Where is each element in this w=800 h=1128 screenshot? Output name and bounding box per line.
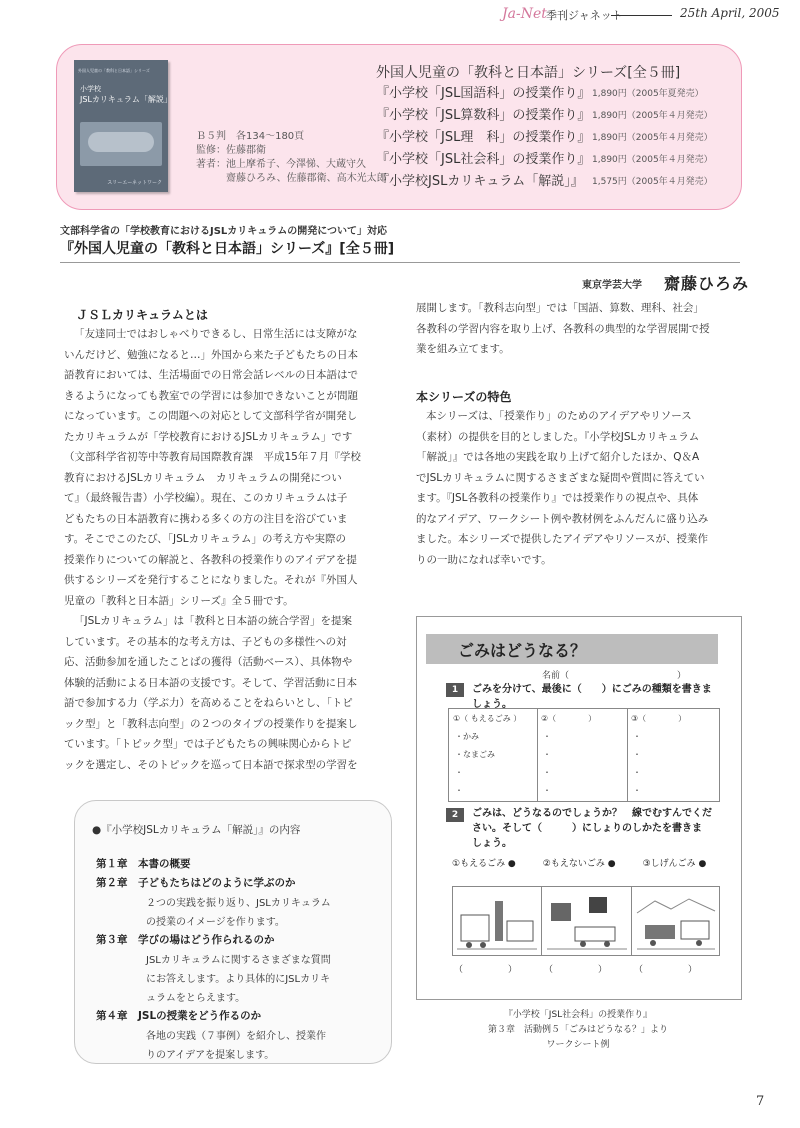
grid-bullet: ・ — [633, 750, 641, 759]
book-cover-illustration — [80, 122, 162, 166]
worksheet-caption — [416, 1008, 740, 1053]
body-line: 「友達同士ではおしゃべりできるし、日常生活には支障がな — [74, 328, 358, 340]
answer-blank: （ ） — [544, 965, 608, 975]
chapter-heading: 第２章 子どもたちはどのように学ぶのか — [96, 877, 296, 889]
worksheet-title: ごみはどうなる？ — [458, 641, 587, 660]
body-line: たカリキュラムが「学校教育におけるJSLカリキュラム」です — [64, 430, 353, 443]
magazine-logo: Ja-Net — [502, 6, 547, 22]
ad-book-price: 1,575円（2005年４月発売） — [592, 177, 713, 187]
grid-head: ③（ ） — [631, 714, 687, 723]
body-line: 展開します。「教科志向型」では「国語、算数、理科、社会」 — [416, 302, 704, 314]
book-cover-series: 外国人児童の「教科と日本語」シリーズ — [78, 68, 150, 73]
body-line: 語で参加する力（学ぶ力）を高めることをねらいとし、「トピ — [64, 697, 353, 709]
question-number: 1 — [446, 683, 464, 697]
article-title: 『外国人児童の「教科と日本語」シリーズ』[全５冊] — [60, 241, 395, 257]
author-name: 齋藤ひろみ — [664, 274, 750, 293]
body-line: （素材）の提供を目的としました。『小学校JSLカリキュラム — [416, 430, 700, 443]
caption-line: 『小学校「JSL社会科」の授業作り』 — [503, 1010, 653, 1020]
body-line: しています。その基本的な考え方は、子どもの多様性への対 — [64, 635, 347, 648]
grid-bullet: ・ — [543, 732, 551, 741]
grid-bullet: ・ — [455, 768, 463, 777]
grid-head: ②（ ） — [541, 714, 597, 723]
body-line: 授業作りについての解説と、各教科の授業作りのアイデアを提 — [64, 553, 357, 566]
question-line: しょう。 — [472, 699, 512, 710]
caption-line: ワークシート例 — [546, 1040, 610, 1050]
body-line: す。そこでこのたび、「JSLカリキュラム」の考え方や実際の — [64, 533, 346, 545]
body-line: どもたちの日本語教育に携わる多くの方の注目を浴びていま — [64, 512, 348, 525]
body-line: 本シリーズは、「授業作り」のためのアイデアやリソース — [426, 410, 692, 422]
ad-book-title: 『小学校「JSL社会科」の授業作り』 — [376, 152, 591, 167]
grid-divider — [537, 709, 538, 801]
worksheet-name-field: 名前（ ） — [542, 671, 687, 681]
question-number: 2 — [446, 808, 464, 822]
page-number: 7 — [756, 1094, 765, 1109]
contents-title: ●『小学校JSLカリキュラム「解説」』の内容 — [92, 824, 301, 836]
grid-bullet: ・ — [543, 750, 551, 759]
title-rule — [60, 262, 740, 263]
body-line: 的なアイデア、ワークシート例や教材例をふんだんに盛り込み — [416, 512, 709, 525]
caption-line: 第３章 活動例５「ごみはどうなる？」より — [487, 1025, 668, 1035]
body-line: 「解説」』では各地の実践を取り上げて紹介したほか、Q＆A — [416, 451, 700, 463]
right-column-body-bottom — [416, 406, 708, 570]
section-heading-jsl: ＪＳＬカリキュラムとは — [76, 308, 208, 322]
book-cover-title-2: JSLカリキュラム「解説」 — [80, 95, 172, 104]
grid-item: ・かみ — [455, 732, 479, 741]
issue-date: 25th April, 2005 — [680, 6, 780, 20]
body-line: きるようになっても教室での学習には参加できないことが問題 — [64, 389, 358, 402]
chapter-desc: ュラムをとらえます。 — [146, 993, 246, 1004]
ministry-line: 文部科学省の「学校教育におけるJSLカリキュラムの開発について」対応 — [60, 226, 387, 237]
spec-line: 監修：佐藤郡衛 — [196, 145, 266, 156]
incinerator-illustration — [455, 891, 539, 951]
disposal-illustrations — [452, 886, 720, 956]
body-line: 児童の「教科と日本語」シリーズ』全５冊です。 — [64, 594, 294, 607]
ad-book-title: 『小学校「JSL国語科」の授業作り』 — [376, 86, 591, 101]
body-line: 教育におけるJSLカリキュラム カリキュラムの開発につい — [64, 471, 342, 484]
ad-book-price: 1,890円（2005年４月発売） — [592, 133, 713, 143]
question-line: さい。そして（ ）にしょりのしかたを書きま — [472, 823, 702, 834]
grid-item: ・なまごみ — [455, 750, 495, 759]
body-line: ています。「トピック型」では子どもたちの興味関心からトピ — [64, 738, 352, 750]
chapter-desc: ２つの実践を振り返り、JSLカリキュラム — [146, 898, 331, 909]
body-line: 語教育においては、生活場面での日常会話レベルの日本語はで — [64, 369, 358, 381]
ad-book-title: 『小学校「JSL算数科」の授業作り』 — [376, 108, 591, 123]
body-line: 体験的活動による日本語の支援です。そして、学習活動に日本 — [64, 676, 357, 689]
chapter-heading: 第３章 学びの場はどう作られるのか — [96, 934, 275, 946]
spec-line: Ｂ５判 各134～180頁 — [196, 131, 305, 142]
question-line: しょう。 — [472, 838, 512, 849]
spec-line: 著者：池上摩希子、今澤悌、大蔵守久 — [196, 159, 366, 170]
section-heading-features: 本シリーズの特色 — [416, 390, 512, 404]
chapter-desc: りのアイデアを提案します。 — [146, 1050, 275, 1061]
left-column-body — [64, 324, 361, 775]
grid-bullet: ・ — [543, 768, 551, 777]
ad-book-title: 『小学校「JSL理 科」の授業作り』 — [376, 130, 591, 145]
grid-bullet: ・ — [633, 768, 641, 777]
grid-bullet: ・ — [633, 732, 641, 741]
body-line: になっています。この問題への対応として文部科学省が開発し — [64, 410, 358, 422]
body-line: 応、活動参加を通したことばの獲得（活動ベース）、具体物や — [64, 656, 353, 668]
body-line: ました。本シリーズで提供したアイデアやリソースが、授業作 — [416, 533, 709, 545]
ad-book-price: 1,890円（2005年４月発売） — [592, 155, 713, 165]
ad-series-title: 外国人児童の「教科と日本語」シリーズ[全５冊] — [376, 65, 681, 81]
body-line: （文部科学省初等中等教育局国際教育課 平成15年７月『学校 — [64, 451, 361, 463]
spec-line: 齋藤ひろみ、佐藤郡衛、高木光太郎 — [196, 173, 387, 184]
illustration-divider — [541, 887, 542, 955]
body-line: 「JSLカリキュラム」は「教科と日本語の統合学習」を提案 — [74, 615, 353, 627]
body-line: でJSLカリキュラムに関するさまざまな疑問や質問に答えてい — [416, 471, 705, 484]
answer-blank: （ ） — [454, 965, 518, 975]
ad-book-price: 1,890円（2005年４月発売） — [592, 111, 713, 121]
body-line: て』（最終報告書）小学校編）。現在、このカリキュラムは子 — [64, 492, 348, 504]
chapter-desc: の授業のイメージを作ります。 — [146, 917, 285, 928]
chapter-desc: JSLカリキュラムに関するさまざまな質問 — [146, 955, 331, 966]
header-rule — [611, 15, 672, 16]
body-line: ます。『JSL各教科の授業作り』では授業作りの視点や、具体 — [416, 492, 699, 504]
landfill-truck-illustration — [545, 891, 629, 951]
chapter-heading: 第１章 本書の概要 — [96, 858, 191, 870]
body-line: ックを選定し、そのトピックを巡って日本語で探求型の学習を — [64, 758, 358, 771]
body-line: 供するシリーズを発行することになりました。それが『外国人 — [64, 574, 358, 586]
grid-head: ①（ もえるごみ ） — [453, 714, 522, 723]
sorting-grid — [448, 708, 720, 802]
body-line: りの一助になれば幸いです。 — [416, 553, 552, 566]
question-line: ごみは、どうなるのでしょうか？ 線でむすんでくだ — [472, 808, 712, 819]
grid-bullet: ・ — [633, 786, 641, 795]
chapter-desc: 各地の実践（７事例）を紹介し、授業作 — [146, 1031, 326, 1042]
author-affiliation: 東京学芸大学 — [582, 280, 642, 291]
book-cover-title-1: 小学校 — [80, 85, 101, 93]
garbage-categories: ①もえるごみ ● ②もえないごみ ● ③しげんごみ ● — [452, 859, 707, 869]
magazine-name: 季刊ジャネット — [546, 9, 623, 22]
chapter-desc: にお答えします。より具体的にJSLカリキ — [146, 974, 331, 985]
body-line: いんだけど、勉強になると…」外国から来た子どもたちの日本 — [64, 348, 358, 361]
question-2 — [472, 806, 712, 851]
chapter-heading: 第４章 JSLの授業をどう作るのか — [96, 1010, 262, 1022]
book-spec — [196, 130, 387, 186]
ad-book-price: 1,890円（2005年夏発売） — [592, 89, 704, 99]
illustration-divider — [631, 887, 632, 955]
book-cover-image — [74, 60, 172, 192]
ad-book-title: 『小学校JSLカリキュラム「解説」』 — [376, 174, 584, 189]
body-line: 各教科の学習内容を取り上げ、各教科の典型的な学習展開で授 — [416, 322, 710, 335]
answer-blank: （ ） — [634, 965, 698, 975]
body-line: 業を組み立てます。 — [416, 343, 510, 355]
recycling-illustration — [635, 891, 717, 951]
book-cover-publisher: スリーエーネットワーク — [107, 180, 162, 186]
grid-bullet: ・ — [455, 786, 463, 795]
body-line: ック型」と「教科志向型」の２つのタイプの授業作りを提案し — [64, 717, 358, 730]
question-line: ごみを分けて、最後に（ ）にごみの種類を書きま — [472, 684, 712, 695]
grid-bullet: ・ — [543, 786, 551, 795]
right-column-body-top — [416, 298, 710, 360]
grid-divider — [627, 709, 628, 801]
